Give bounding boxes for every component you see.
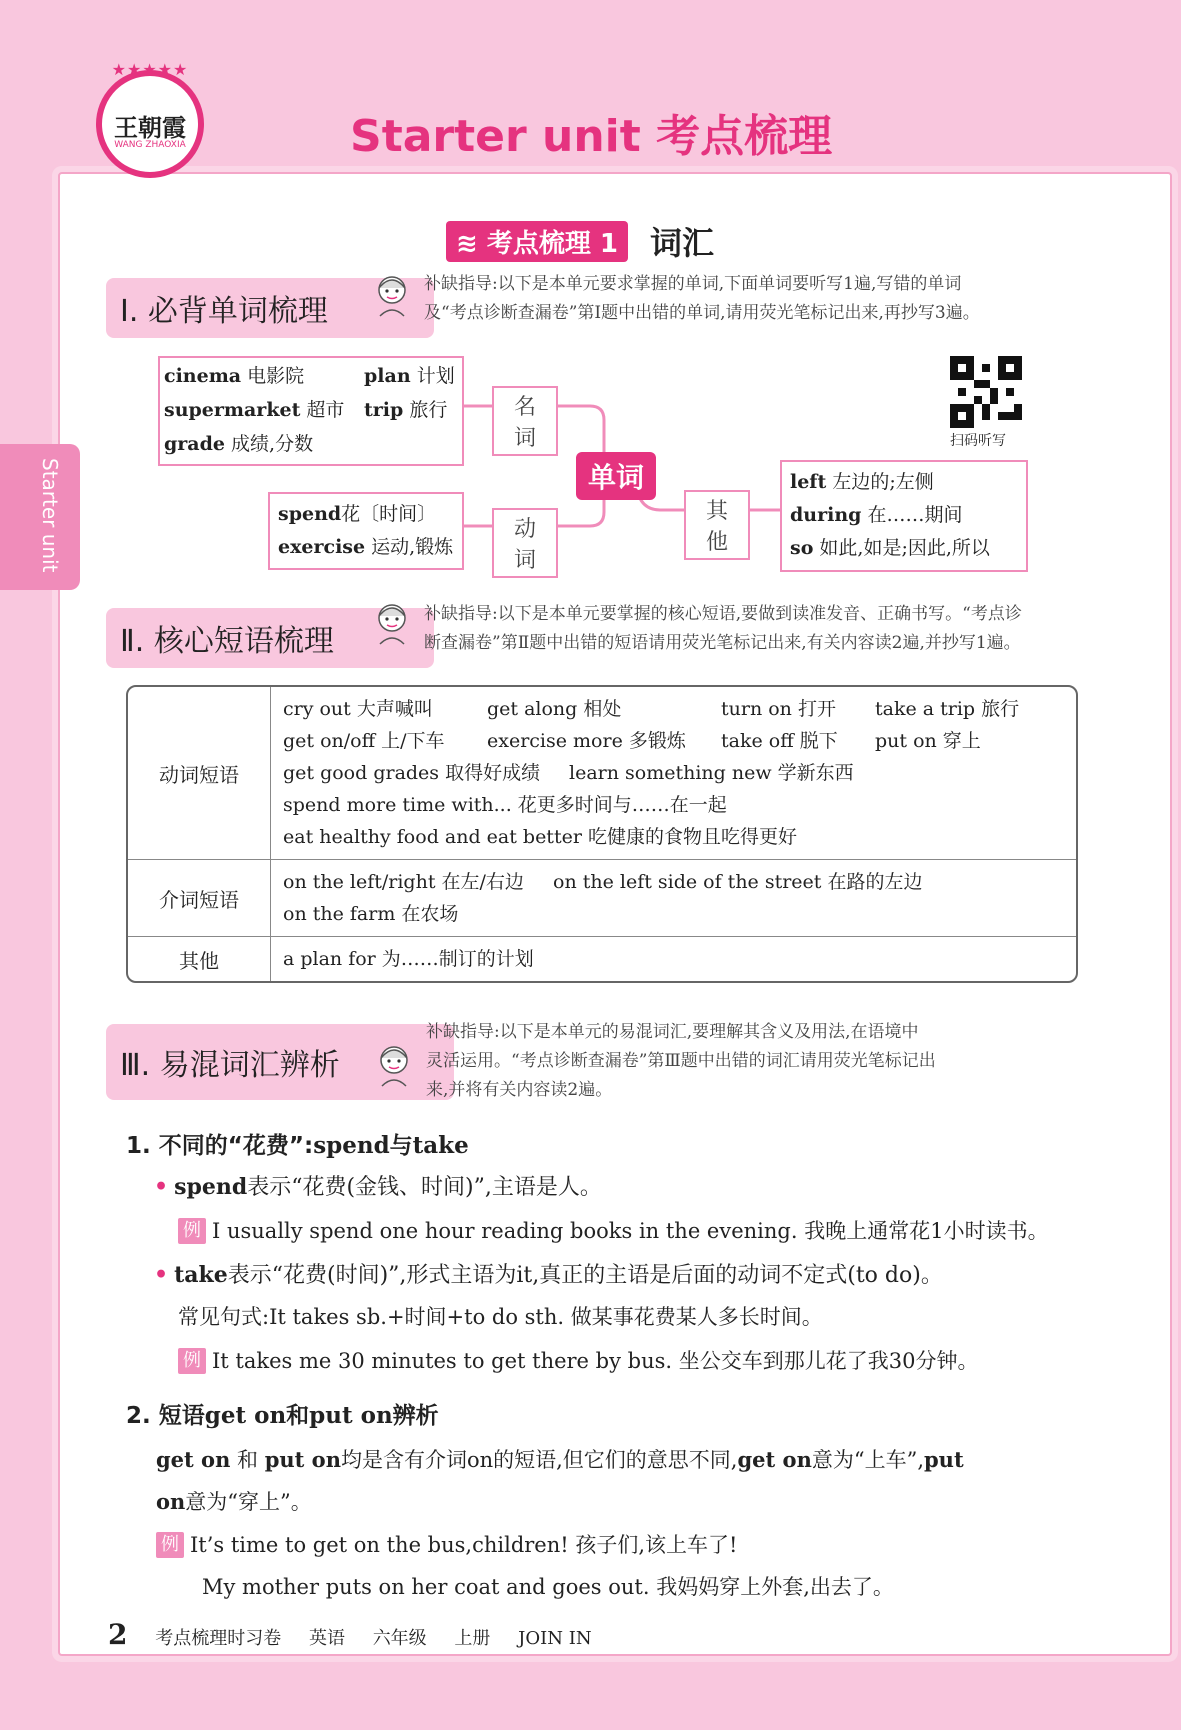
word-item: so 如此,如是;因此,所以 [790,537,990,559]
logo-subtitle: WANG ZHAOXIA [114,140,186,150]
footer-subject: 英语 [308,1628,345,1649]
table-row [128,860,1076,937]
page-title: Starter unit 考点梳理 [350,111,833,162]
phrase-line: cry out 大声喊叫 get along 相处 turn on 打开 take a trip 旅行 [283,698,1020,720]
example-tag: 例 [178,1348,206,1374]
page-footer [108,1618,614,1651]
qr-code-icon[interactable] [950,356,1022,428]
item2-line2: on意为“穿上”。 [156,1489,312,1514]
page-number: 2 [108,1618,128,1651]
example-tag: 例 [156,1532,184,1558]
words-center-node: 单词 [576,452,656,500]
word-item: cinema 电影院 [164,365,305,387]
footer-edition: JOIN IN [518,1628,592,1649]
guide-line: 补缺指导:以下是本单元要掌握的核心短语,要做到读准发音、正确书写。“考点诊 [424,604,1022,624]
take-pattern: 常见句式:It takes sb.+时间+to do sth. 做某事花费某人多长时间。 [178,1305,823,1329]
guide-line: 断查漏卷”第Ⅱ题中出错的短语请用荧光笔标记出来,有关内容读2遍,并抄写1遍。 [424,633,1021,653]
guide-line: 补缺指导:以下是本单元要求掌握的单词,下面单词要听写1遍,写错的单词 [424,274,962,294]
nouns-node: 名词 [492,386,558,456]
phrase-line: on the farm 在农场 [283,903,459,925]
phrase-line: spend more time with... 花更多时间与……在一起 [283,794,727,816]
bullet-icon: • [154,1262,169,1288]
student-avatar-icon [372,600,412,646]
footer-grade: 六年级 [372,1628,427,1649]
wave-icon: ≋ [456,228,487,259]
word-item: grade 成绩,分数 [164,433,314,455]
word-item: supermarket 超市 [164,399,345,421]
section2-guide [424,600,1022,658]
phrase-table [126,685,1078,983]
row-category: 介词短语 [128,860,271,936]
banner-topic: 词汇 [650,224,715,262]
guide-line: 来,并将有关内容读2遍。 [426,1080,613,1100]
item2-example2: My mother puts on her coat and goes out. 我妈妈穿上外套,出去了。 [202,1575,894,1599]
row-content [271,937,1076,981]
row-content [271,860,1076,936]
verbs-box [268,492,464,570]
section3-heading: Ⅲ. 易混词汇辨析 [106,1024,454,1100]
nouns-box [158,356,464,466]
item2-title: 2. 短语get on和put on辨析 [126,1402,439,1429]
row-content [271,687,1076,859]
item1-title: 1. 不同的“花费”:spend与take [126,1132,469,1159]
banner-label-text: 考点梳理 1 [486,228,618,259]
qr-label: 扫码听写 [950,433,1006,449]
student-avatar-icon [374,1042,414,1088]
word-item: exercise 运动,锻炼 [278,536,454,558]
spend-example: 例 I usually spend one hour reading books in the evening. 我晚上通常花1小时读书。 [178,1210,1049,1253]
section3-guide [426,1018,936,1105]
item2-line1: get on 和 put on均是含有介词on的短语,但它们的意思不同,get on意为“上车”,put [156,1447,964,1472]
logo-name: 王朝霞 [114,113,186,142]
phrase-line: get on/off 上/下车 exercise more 多锻炼 take off 脱下 put on 穿上 [283,730,981,752]
bullet-icon: • [154,1174,169,1200]
guide-line: 补缺指导:以下是本单元的易混词汇,要理解其含义及用法,在语境中 [426,1022,919,1042]
spend-rule: • spend表示“花费(金钱、时间)”,主语是人。 [154,1174,602,1200]
table-row [128,687,1076,860]
phrase-line: eat healthy food and eat better 吃健康的食物且吃得更好 [283,826,797,848]
guide-line: 及“考点诊断查漏卷”第Ⅰ题中出错的单词,请用荧光笔标记出来,再抄写3遍。 [424,303,980,323]
take-example: 例 It takes me 30 minutes to get there by bus. 坐公交车到那儿花了我30分钟。 [178,1340,978,1383]
section2-heading: Ⅱ. 核心短语梳理 [106,608,434,668]
others-box [780,460,1028,572]
item2-example1: 例 It’s time to get on the bus,children! 孩子们,该上车了! [156,1524,738,1567]
word-item: spend花〔时间〕 [278,503,437,525]
footer-volume: 上册 [454,1628,491,1649]
table-row [128,937,1076,981]
example-tag: 例 [178,1218,206,1244]
others-node: 其他 [684,490,750,560]
word-item: left 左边的;左侧 [790,471,934,493]
footer-book: 考点梳理时习卷 [155,1628,282,1649]
guide-line: 灵活运用。“考点诊断查漏卷”第Ⅲ题中出错的词汇请用荧光笔标记出 [426,1051,936,1071]
word-item: trip 旅行 [364,399,448,421]
word-item: during 在……期间 [790,504,963,526]
word-item: plan 计划 [364,365,455,387]
row-category: 动词短语 [128,687,271,859]
verbs-node: 动词 [492,508,558,578]
row-category: 其他 [128,937,271,981]
logo-stars-icon: ★★★★★ [111,60,189,79]
section1-heading: Ⅰ. 必背单词梳理 [106,278,434,338]
phrase-line: a plan for 为……制订的计划 [283,948,534,970]
phrase-line: on the left/right 在左/右边 on the left side of the street 在路的左边 [283,871,923,893]
take-rule: • take表示“花费(时间)”,形式主语为it,真正的主语是后面的动词不定式(to do)。 [154,1262,943,1288]
side-tab-label: Starter unit [38,458,62,573]
phrase-line: get good grades 取得好成绩 learn something new 学新东西 [283,762,854,784]
